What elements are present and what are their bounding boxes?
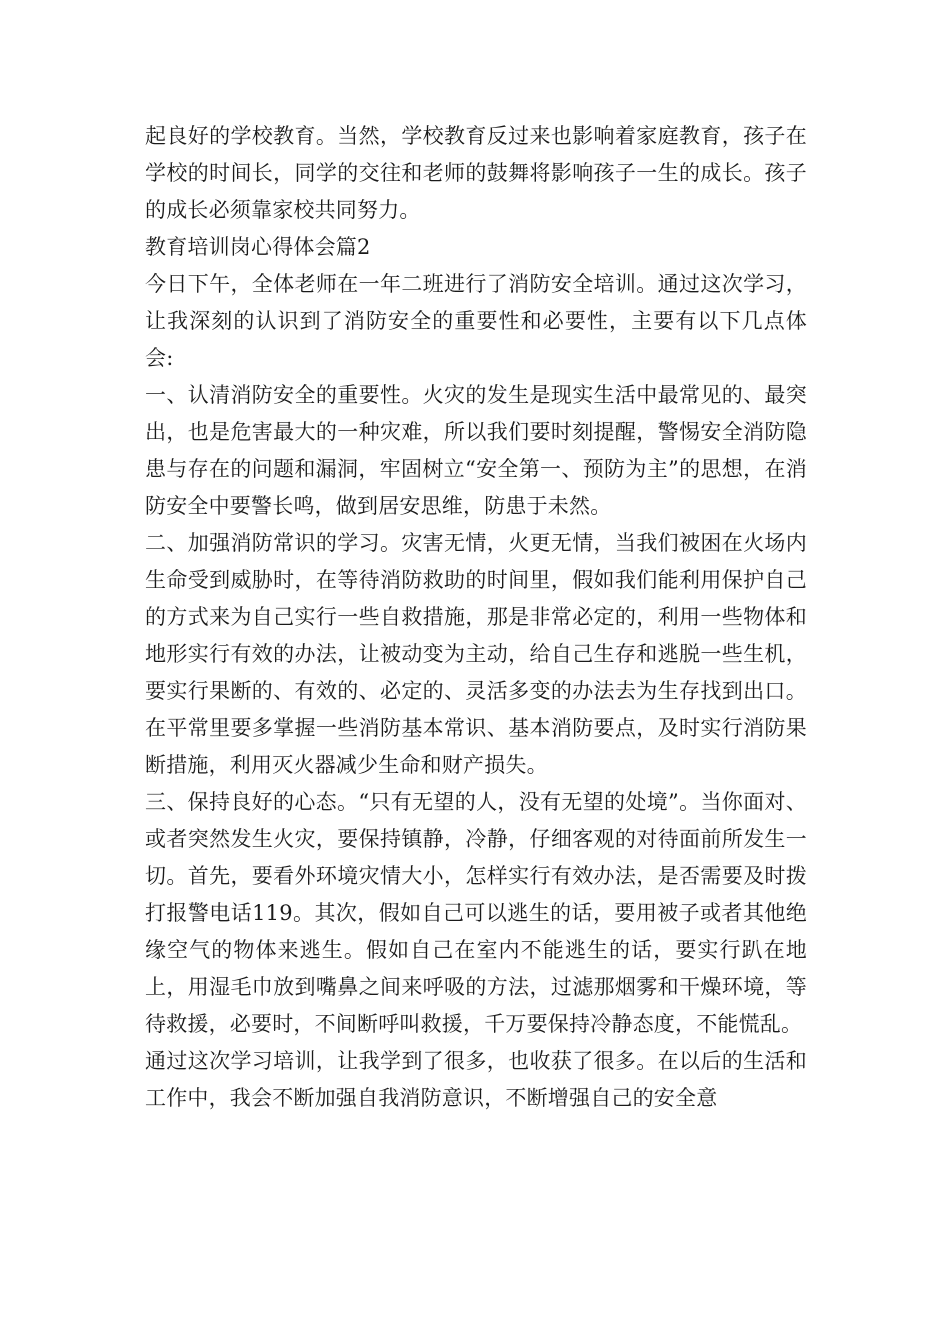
paragraph-point-one: 一、认清消防安全的重要性。火灾的发生是现实生活中最常见的、最突出，也是危害最大的一种灾难，所以我们要时刻提醒，警惕安全消防隐患与存在的问题和漏洞，牢固树立“安全第一、预防为主”的思想，在消防安全中要警长鸣，做到居安思维，防患于未然。 — [145, 383, 807, 518]
paragraph-conclusion: 通过这次学习培训，让我学到了很多，也收获了很多。在以后的生活和工作中，我会不断加强自我消防意识，不断增强自己的安全意 — [145, 1049, 807, 1110]
paragraph-training-intro: 今日下午，全体老师在一年二班进行了消防安全培训。通过这次学习，让我深刻的认识到了消防安全的重要性和必要性，主要有以下几点体会: — [145, 272, 807, 370]
document-page — [145, 118, 807, 1117]
section-heading: 教育培训岗心得体会篇2 — [145, 235, 371, 259]
paragraph-point-three: 三、保持良好的心态。“只有无望的人，没有无望的处境”。当你面对、或者突然发生火灾，要保持镇静，冷静，仔细客观的对待面前所发生一切。首先，要看外环境灾情大小，怎样实行有效办法，是否需要及时拨打报警电话119。其次，假如自己可以逃生的话，要用被子或者其他绝缘空气的物体来逃生。假如自己在室内不能逃生的话，要实行趴在地上，用湿毛巾放到嘴鼻之间来呼吸的方法，过滤那烟雾和干燥环境，等待救援，必要时，不间断呼叫救援，千万要保持冷静态度，不能慌乱。 — [145, 790, 807, 1036]
paragraph-point-two: 二、加强消防常识的学习。灾害无情，火更无情，当我们被困在火场内生命受到威胁时，在等待消防救助的时间里，假如我们能利用保护自己的方式来为自己实行一些自救措施，那是非常必定的，利用一些物体和地形实行有效的办法，让被动变为主动，给自己生存和逃脱一些生机，要实行果断的、有效的、必定的、灵活多变的办法去为生存找到出口。在平常里要多掌握一些消防基本常识、基本消防要点，及时实行消防果断措施，利用灭火器减少生命和财产损失。 — [145, 531, 807, 777]
paragraph-intro-continuation: 起良好的学校教育。当然，学校教育反过来也影响着家庭教育，孩子在学校的时间长，同学的交往和老师的鼓舞将影响孩子一生的成长。孩子的成长必须靠家校共同努力。 — [145, 124, 807, 222]
